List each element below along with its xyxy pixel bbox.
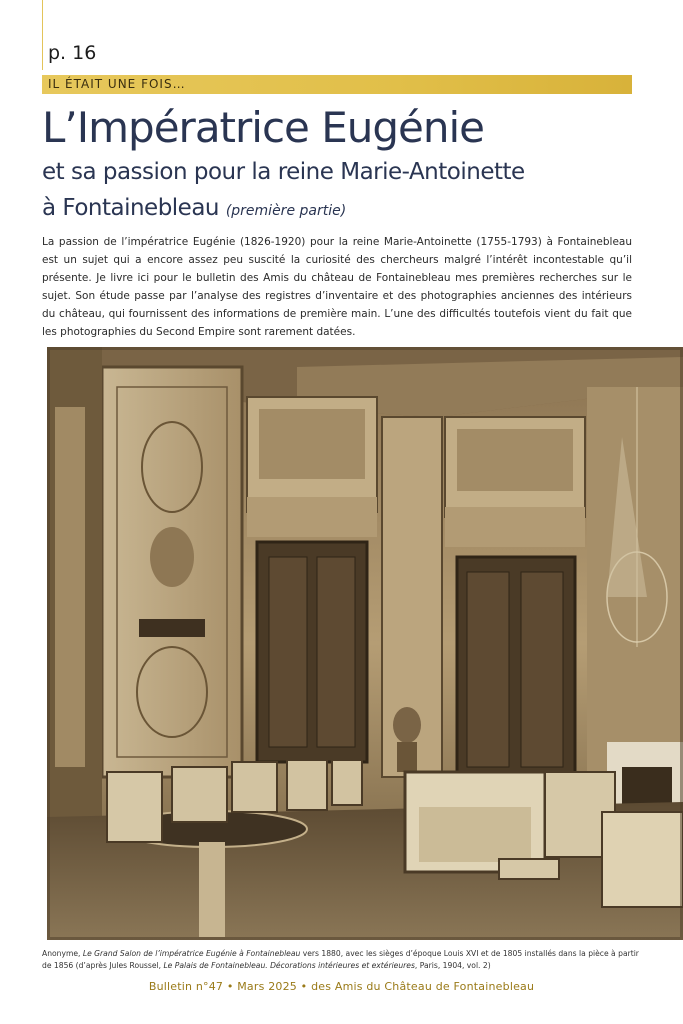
caption-work-title: Le Grand Salon de l’impératrice Eugénie à Fontainebleau	[82, 949, 301, 958]
rubric-bar	[42, 75, 632, 94]
caption-details: vers 1880, avec les sièges d’époque Louis XVI et de 1805 installés dans la pièce à partir de 1856 (d’après Jules Roussel,	[42, 949, 639, 970]
caption-author: Anonyme,	[42, 949, 83, 958]
caption-book-title: Le Palais de Fontainebleau. Décorations intérieures et extérieures	[163, 961, 415, 970]
caption-publication: , Paris, 1904, vol. 2)	[414, 961, 491, 970]
photo-caption	[42, 948, 642, 972]
margin-rule	[42, 0, 43, 70]
bulletin-footer: Bulletin n°47 • Mars 2025 • des Amis du Château de Fontainebleau	[148, 980, 535, 993]
rubric-label: IL ÉTAIT UNE FOIS…	[48, 77, 186, 91]
page-number: p. 16	[48, 42, 97, 64]
article-intro: La passion de l’impératrice Eugénie (1826-1920) pour la reine Marie-Antoinette (1755-1793) à Fontainebleau est un sujet qui a encore assez peu suscité la curiosité des chercheurs malgré l’intérêt incontestable qu’il présente. Je livre ici pour le bulletin des Amis du château de Fontainebleau mes premières recherches sur le sujet. Son étude passe par l’analyse des registres d’inventaire et des photographies anciennes des intérieurs du château, qui fournissent des informations de première main. L’une des difficultés toutefois vient du fait que les photographies du Second Empire sont rarement datées.	[42, 236, 632, 338]
article-subtitle: et sa passion pour la reine Marie-Antoinette	[42, 159, 525, 185]
subtitle-part-note: (première partie)	[225, 203, 347, 219]
article-subtitle-line2	[42, 194, 346, 225]
salon-photograph	[47, 347, 683, 940]
article-title: L’Impératrice Eugénie	[42, 103, 485, 152]
subtitle-place: à Fontainebleau	[42, 195, 220, 221]
